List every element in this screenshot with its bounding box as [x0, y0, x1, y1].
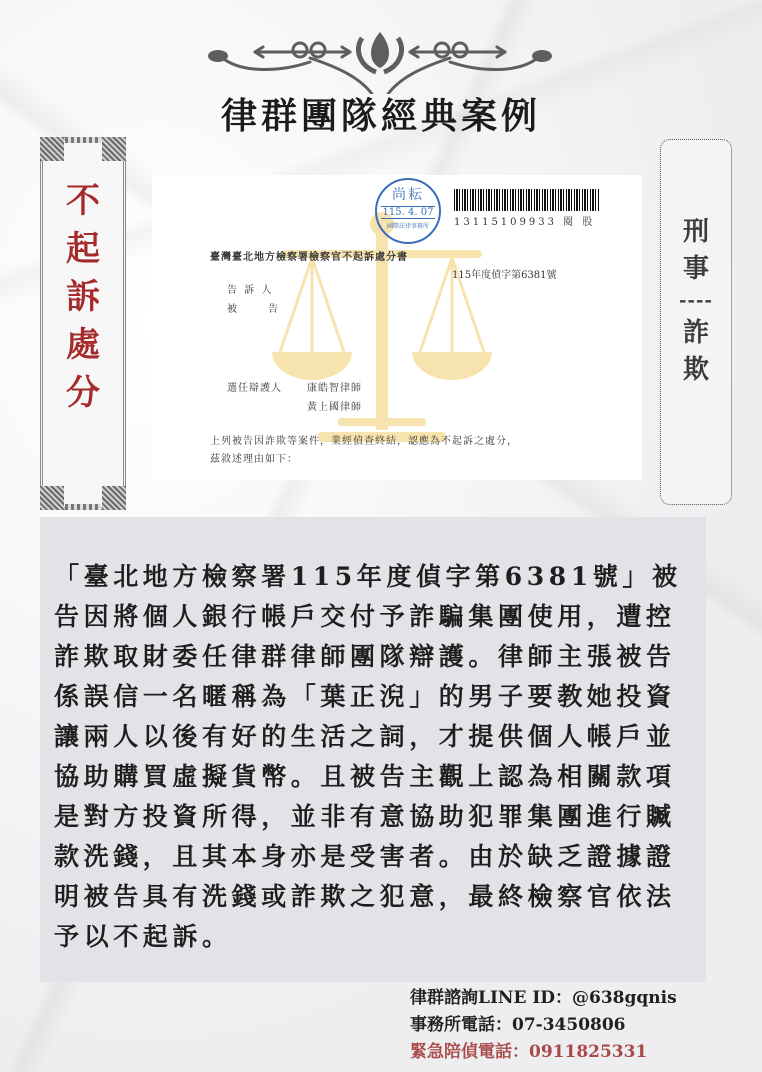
document-scan: [152, 175, 642, 480]
lawyer-name: 黃上國律師: [307, 402, 362, 413]
emergency-phone: 緊急陪偵電話：0911825331: [410, 1042, 648, 1062]
category-char: 詐: [682, 317, 709, 348]
category-char: 欺: [682, 354, 709, 385]
category-char: 刑: [682, 217, 709, 247]
barcode: [454, 189, 600, 211]
case-number: 115年度偵字第6381號: [452, 270, 557, 281]
banner-char: 處: [66, 325, 100, 365]
banner-char: 不: [66, 181, 100, 221]
office-phone: 事務所電話：07-3450806: [410, 1015, 626, 1035]
ornate-border: [65, 504, 101, 510]
ornate-corner-icon: [40, 486, 64, 510]
barcode-number: 13115109933 閱 股: [454, 217, 596, 228]
category-vertical-text: [661, 218, 731, 384]
ornate-border: [65, 137, 101, 143]
document-title: 臺灣臺北地方檢察署檢察官不起訴處分書: [210, 252, 408, 263]
case-summary-box: [40, 517, 706, 982]
banner-char: 起: [66, 229, 100, 269]
non-prosecution-banner: [40, 137, 126, 510]
flourish-ornament-icon: [200, 28, 560, 94]
line-id: 律群諮詢LINE ID：@638gqnis: [410, 988, 677, 1008]
banner-vertical-text: [43, 181, 123, 413]
page-title: 律群團隊經典案例: [220, 95, 541, 137]
contact-info: [410, 985, 677, 1066]
document-body-line: 茲敘述理由如下：: [210, 454, 298, 465]
complainant-label: 告 訴 人: [227, 285, 274, 296]
ornate-corner-icon: [40, 137, 64, 161]
defendant-label: 被 告: [227, 304, 281, 315]
case-category-label: [660, 139, 732, 505]
lawyer-name: 康皓智律師: [307, 383, 362, 394]
banner-char: 訴: [66, 277, 100, 317]
category-divider: ----: [679, 290, 713, 312]
ornate-corner-icon: [102, 486, 126, 510]
case-summary-text: 「臺北地方檢察署115年度偵字第6381號」被告因將個人銀行帳戶交付予詐騙集團使用，遭控詐欺取財委任律群律師團隊辯護。律師主張被告係誤信一名暱稱為「葉正淣」的男子要教她投資讓兩人以後有好的生活之詞，才提供個人帳戶並協助購買虛擬貨幣。且被告主觀上認為相關款項是對方投資所得，並非有意協助犯罪集團進行贓款洗錢，且其本身亦是受害者。由於缺乏證據證明被告具有洗錢或詐欺之犯意，最終檢察官依法予以不起訴。: [54, 562, 682, 951]
defense-counsel-label: 選任辯護人: [227, 383, 282, 394]
document-body-line: 上列被告因詐欺等案件，業經偵查終結，認應為不起訴之處分，: [210, 436, 518, 447]
received-stamp: 尚耘 115. 4. 07 國際法律事務所: [375, 178, 441, 244]
category-char: 事: [682, 253, 709, 284]
scales-of-justice-icon: [272, 210, 492, 445]
banner-char: 分: [66, 373, 100, 413]
ornate-corner-icon: [102, 137, 126, 161]
